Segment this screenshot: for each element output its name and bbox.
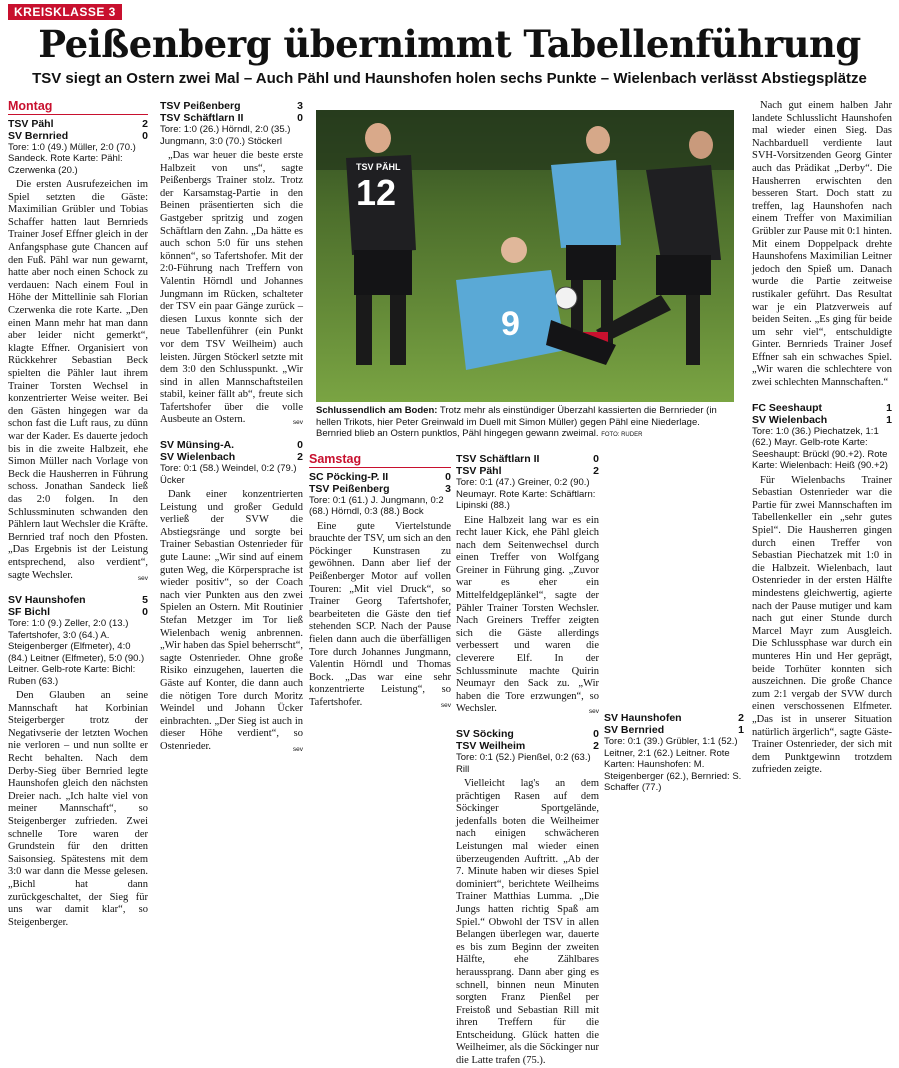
- match-home: SV Münsing-A. 0: [160, 439, 303, 452]
- match-away: TSV Peißenberg 3: [309, 482, 451, 495]
- match-report: Eine gute Viertelstunde brauchte der TSV, um sich an den Pöckinger Kunstrasen zu gewöhnen. Dann aber lief der Peißenberger Motor auf vollen Touren: „Mit viel Druck“, so Trainer Georg Tafertshofer, bearbeiteten die Gäste den tief stehenden SCP. Nach der Pause fielen dann auch die überfälligen Tore durch Johannes Jungmann, Valentin Hörndl und Thomas Bock. „Das war eine sehr konzentrierte Leistung“, so Tafertshofer. sev: [309, 520, 451, 709]
- match-away: SV Wielenbach 2: [160, 451, 303, 464]
- match-away: TSV Weilheim 2: [456, 740, 599, 752]
- match-report: „Das war heuer die beste erste Halbzeit von uns“, sagte Peißenbergs Trainer stolz. Trotz der Karsamstag-Partie in den Beinen präsentierten sich die Gastgeber spritzig und zogen Schäftlarn den Zahn. „Da hätte es auch schon 5:0 für uns stehen können“, so Tafertshofer. Mit der 2:0-Führung nach Treffern von Valentin Hörndl und Johannes Jungmann im Rücken, schalteter der TSV ein paar Gänge zurück – diesen Luxus konnte sich der neue Tabellenführer (ein Punkt vor dem TSV Weilheim) auch leisten. Jürgen Stöckerl setzte mit dem 3:0 den Schlusspunkt. „Wir sind in allen Mannschaftsteilen stabil, keiner fällt ab“, freute sich Tafertshofer über die volle Ausbeute an Ostern. sev: [160, 150, 303, 427]
- match-home: TSV Peißenberg 3: [160, 100, 303, 112]
- column-1: [8, 99, 148, 928]
- match-report: Für Wielenbachs Trainer Sebastian Ostenrieder war die Partie für zwei Mannschaften im Tabellenkeller ein „sehr gutes Spiel“. Die Hausherren gingen durch einen Treffer von Sebastian Piechatzek mit 1:0 in die Halbzeit. Wielenbach, laut Ostenrieder in der ersten Hälfte mindestens gleichwertig, agierte nach der Pause mutiger und kam nach gut einer Stunde durch Marcel Mayr zum Ausgleich. Die Schlussphase war durch ein munteres Hin und Her geprägt, beide Torhüter konnten sich auszeichnen. Die große Chance zum 2:1 vergab der SVW durch einen verschossenen Elfmeter. „Das ist in unserer Situation natürlich ärgerlich“, sagte Gäste-Trainer Ostenrieder, der sich mit dem Punktgewinn trotzdem zufrieden zeigte.: [752, 474, 892, 776]
- match-report: Die ersten Ausrufezeichen im Spiel setzten die Gäste: Maximilian Grübler und Tobias Schaffer hatten laut Bernrieds Trainer Josef Effner gleich in der Anfangsphase gute Chancen auf den Fuß. Pähl war nun gewarnt, hatte aber noch einen Schock zu verdauen: Nach einem Foul in Höhe der Mittellinie sah Florian Czerwenka die rote Karte. „Den einen Mann mehr hat man dann aber leider nicht gemerkt“, klagte Effner. Organisiert von Rückkehrer Sebastian Beck spielten die Pähler laut ihrem Trainer Torsten Wechsel in konzentrierter Weise weiter. Bei den Gästen hingegen war da schon fast die Luft raus, zu dünn war der Kader. Es dauerte jedoch bis in die zweite Halbzeit, ehe Simon Müller nach Vorlage von Beck die Hausherren in Führung schoss. Jonathan Sandeck ließ das 2:0 folgen. In den Schlussminuten schwanden den Pählern laut Wechsler die Kräfte. Bernried traf noch den Pfosten. „Das Ergebnis ist der Leistung entsprechend, also verdient“, sagte Wechsler. sev: [8, 179, 148, 582]
- match-stats: Tore: 1:0 (9.) Zeller, 2:0 (13.) Tafertshofer, 3:0 (64.) A. Steigenberger (Elfmeter), 4:0 (84.) Leitner (Elfmeter), 5:0 (90.) Leitner. Gelb-rote Karte: Bichl: Ruben (63.): [8, 618, 145, 687]
- match-stats: Tore: 0:1 (47.) Greiner, 0:2 (90.) Neumayr. Rote Karte: Schäftlarn: Lipinski (88.): [456, 477, 596, 511]
- match-home: TSV Schäftlarn II 0: [456, 453, 599, 465]
- match-report: Vielleicht lag's an dem prächtigen Rasen auf dem Söckinger Sportgelände, jedenfalls boten die Weilheimer nach einigen schwächeren Leistungen mal wieder einen überzeugenden Auftritt. „Ab der 7. Minute haben wir dieses Spiel dominiert“, berichtete Weilheims Trainer Matthias Lumma. „Die Jungs hatten richtig Spaß am Spiel.“ Obwohl der TSV in allen Belangen überlegen war, dauerte es bis zum Beginn der zweiten Hälfte, ehe Zählbares heraussprang. Dann aber ging es schnell, binnen neun Minuten sorgten Franz Pienßel per Freistoß und Sebastian Rill mit ihren Treffern für die Entscheidung. Glück hatten die Weilheimer, als die Söckinger nur die Latte trafen (75.).: [456, 778, 599, 1067]
- caption-lead: Schlussendlich am Boden:: [316, 405, 438, 416]
- match-home: SV Haunshofen 5: [8, 594, 148, 607]
- caption-text: Trotz mehr als einstündiger Überzahl kassierten die Bernrieder (in hellen Trikots, hier Peter Greinwald im Duell mit Simon Müller) gegen Pähl eine Niederlage. Bernried blieb an Ostern punktlos, Pähl hingegen gewann zweimal.: [316, 405, 717, 439]
- section-kicker: KREISKLASSE 3: [8, 4, 122, 20]
- match-stats: Tore: 1:0 (49.) Müller, 2:0 (70.) Sandeck. Rote Karte: Pähl: Czerwenka (20.): [8, 141, 136, 176]
- match-away: SV Bernried 1: [604, 724, 744, 736]
- match-report: Dank einer konzentrierten Leistung und großer Geduld verließ der SVW die Abstiegsränge und sorgte bei Trainer Sebastian Ostenrieder für gute Laune: „Wir sind auf einem guten Weg, die Körpersprache ist wieder positiv“, so der Coach nach vier Punkten aus den zwei Spielen an Ostern. Mit Routinier Stefan Metzger im Tor ließ Wielenbach wenig anbrennen. „Wir haben das Spiel beherrscht“, sagte Ostenrieder. Ohne große Risiko einzugehen, lauerten die Gäste auf Konter, die dann auch die nötigen Tore durch Moritz Weindel und Johann Ücker einbrachten. „Der Sieg ist auch in dieser Höhe verdient“, so Ostenrieder. sev: [160, 489, 303, 753]
- match-report: Nach gut einem halben Jahr landete Schlusslicht Haunshofen mal wieder einen Sieg. Das Nachbarduell verdiente laut SVH-Vorsitzenden Georg Ginter auch das Prädikat „Derby“. Die Hausherren erwischten den besseren Start. Doch statt zu treffen, lag Haunshofen nach einem Treffer von Maximilian Grübler zur Pause mit 0:1 hinten. Mit einem Doppelpack drehte Haunshofens Maximilian Leitner jedoch den Spieß um. Danach wurde die Partie zeitweise rustikaler geführt. Das Resultat war je ein Platzverweis auf beiden Seiten. „Es ging für beide um sehr viel“, entschuldigte Ginter. Bernrieds Trainer Josef Effner sah ein schwaches Spiel. „Wir waren die schlechtere von zwei schlechten Mannschaften.“: [752, 100, 892, 389]
- column-6: [752, 100, 892, 805]
- subheadline: TSV siegt an Ostern zwei Mal – Auch Pähl und Haunshofen holen sechs Punkte – Wielenbach verlässt Abstiegsplätze: [32, 70, 867, 87]
- match-home: SV Haunshofen 2: [604, 712, 744, 724]
- match-away: SV Bernried 0: [8, 129, 148, 142]
- svg-text:9: 9: [501, 305, 520, 343]
- match-stats: Tore: 0:1 (61.) J. Jungmann, 0:2 (68.) Hörndl, 0:3 (88.) Bock: [309, 494, 444, 518]
- match-away: SV Wielenbach 1: [752, 413, 892, 426]
- match-stats: Tore: 0:1 (58.) Weindel, 0:2 (79.) Ücker: [160, 463, 297, 486]
- svg-text:12: 12: [356, 172, 397, 213]
- match-home: SC Pöcking-P. II 0: [309, 470, 451, 483]
- match-report: Den Glauben an seine Mannschaft hat Korbinian Steigerberger trotz der Negativserie der letzten Wochen nie verloren – und nun sollte er Recht behalten. Nach dem Derby-Sieg über Bernried legte Haunshofen gleich den nächsten Dreier nach. „Ich halte viel von meiner Mannschaft“, so Steigenberger zufrieden. Zwei schnelle Tore waren der Grundstein für den dritten Saisonsieg. Spätestens mit dem 3:0 war dann die Messe gelesen. „Bichl hat dann zurückgeschaltet, der Sieg für uns war damit klar“, so Steigenberger.: [8, 690, 148, 928]
- match-stats: Tore: 1:0 (26.) Hörndl, 2:0 (35.) Jungmann, 3:0 (70.) Stöckerl: [160, 124, 291, 147]
- column-2: [160, 100, 303, 805]
- match-stats: Tore: 1:0 (36.) Piechatzek, 1:1 (62.) Mayr. Gelb-rote Karte: Seeshaupt: Brückl (90.+2). Rote Karte: Wielenbach: Heiß (90.+2): [752, 425, 888, 472]
- headline: Peißenberg übernimmt Tabellenführung: [38, 22, 861, 66]
- photo-caption: [316, 405, 734, 442]
- ball: [555, 287, 577, 309]
- section-header-montag: Montag: [8, 100, 148, 115]
- match-home: TSV Pähl 2: [8, 117, 148, 130]
- column-3: [309, 453, 451, 805]
- svg-text:TSV PÄHL: TSV PÄHL: [356, 162, 401, 172]
- match-report: Eine Halbzeit lang war es ein recht lauer Kick, ehe Pähl gleich nach dem Seitenwechsel durch einen Treffer von Wolfgang Greiner in Führung ging. „Zuvor war es eher ein Mittelfeldgeplänkel“, sagte der Pähler Trainer Torsten Wechsler. Nach Greiners Treffer zeigten sich die Gäste allerdings verbessert und waren die cleverere Elf. In der Schlussminute machte Quirin Neumayr den Sack zu. „Wir haben die Tore erzwungen“, so Wechsler. sev: [456, 514, 599, 716]
- match-home: FC Seeshaupt 1: [752, 401, 892, 414]
- match-away: SF Bichl 0: [8, 606, 148, 619]
- photo-credit: FOTO: RUDER: [601, 432, 643, 438]
- match-report-continued: [604, 453, 744, 466]
- match-away: TSV Schäftlarn II 0: [160, 112, 303, 124]
- photo-scene: [316, 110, 734, 402]
- column-4: [456, 453, 599, 1067]
- match-photo: [316, 110, 734, 402]
- match-home: SV Söcking 0: [456, 728, 599, 740]
- section-header-samstag: Samstag: [309, 453, 451, 468]
- match-away: TSV Pähl 2: [456, 465, 599, 477]
- match-stats: Tore: 0:1 (39.) Grübler, 1:1 (52.) Leitner, 2:1 (62.) Leitner. Rote Karten: Haunshofen: M. Steigenberger (62.), Bernried: S. Schaffer (77.): [604, 736, 742, 793]
- match-stats: Tore: 0:1 (52.) Pienßel, 0:2 (63.) Rill: [456, 752, 591, 775]
- match-block-haunshofen-bernried: [604, 712, 744, 805]
